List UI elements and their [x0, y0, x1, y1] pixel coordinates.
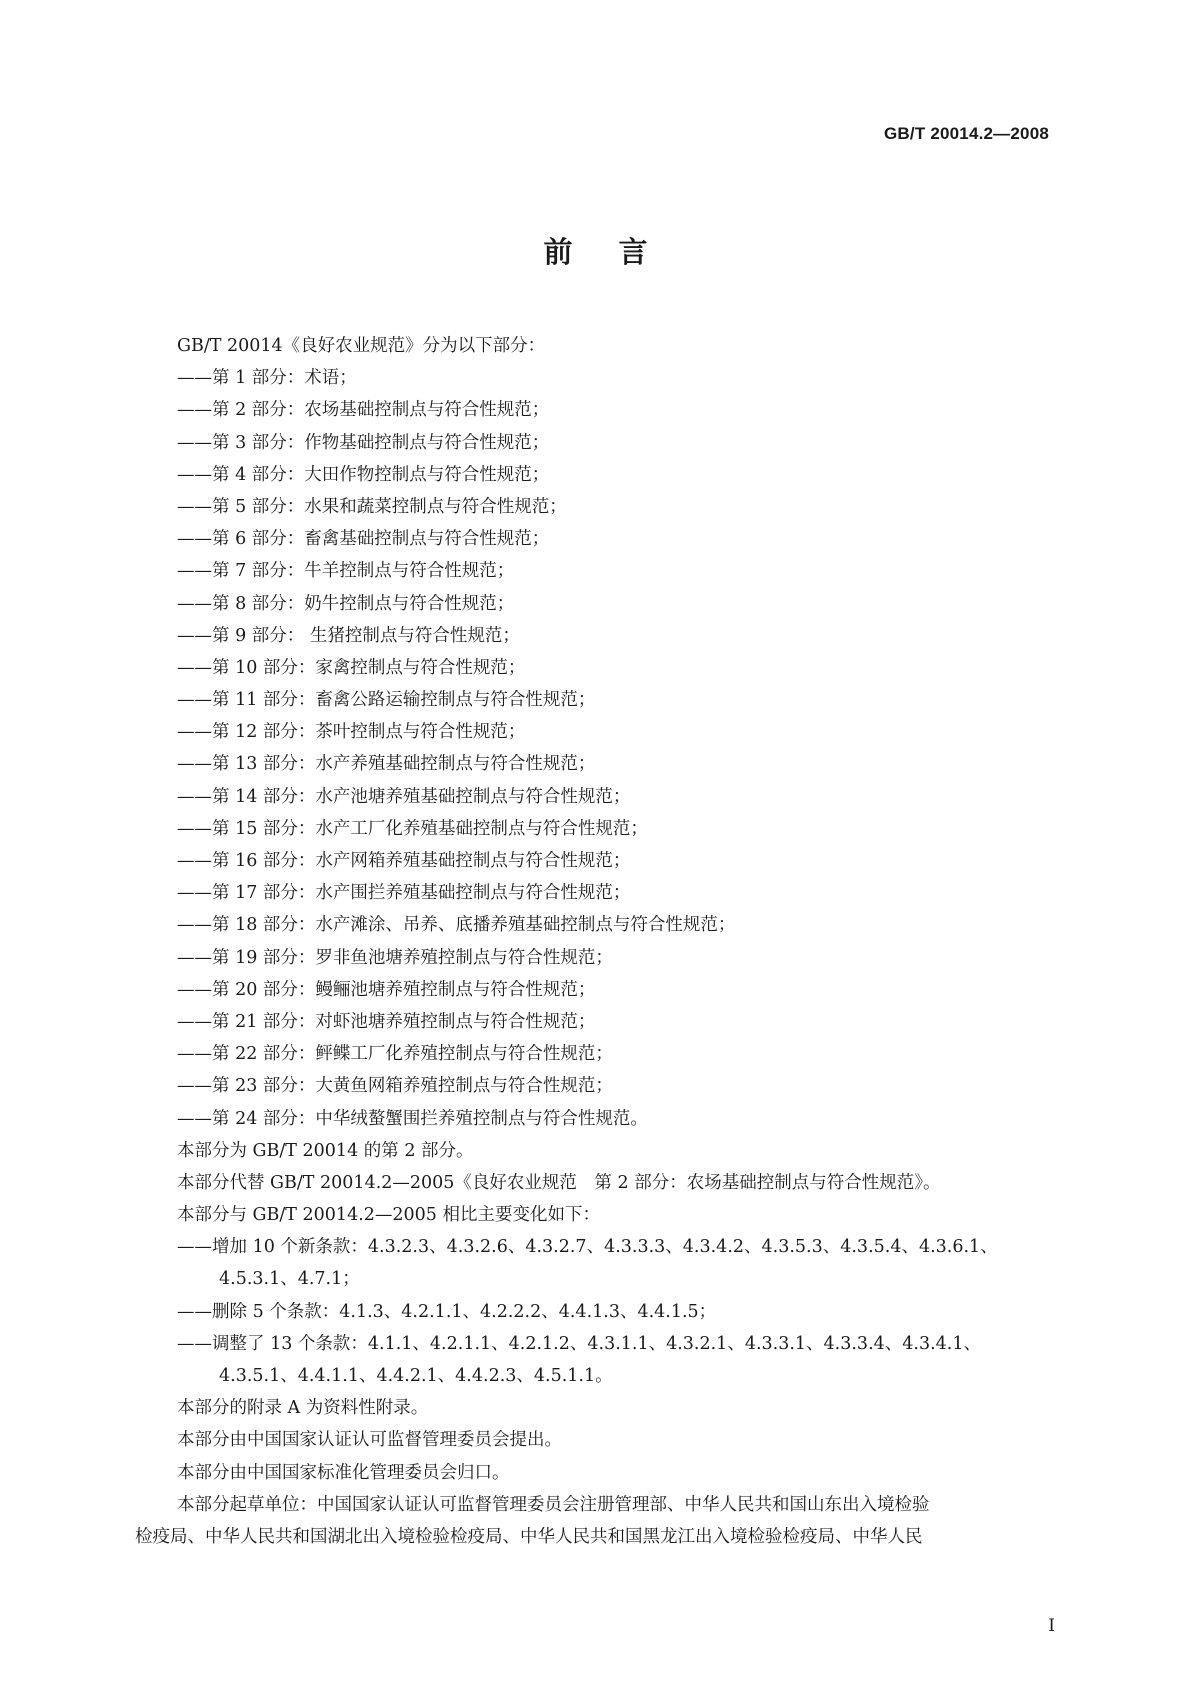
document-body — [135, 330, 1057, 1553]
change-added-line-1: ——增加 10 个新条款：4.3.2.3、4.3.2.6、4.3.2.7、4.3.3.3、4.3.4.2、4.3.5.3、4.3.5.4、4.3.6.1、 — [177, 1237, 998, 1258]
closing-drafters-line-2: 检疫局、中华人民共和国湖北出入境检验检疫局、中华人民共和国黑龙江出入境检验检疫局、中华人民 — [135, 1526, 923, 1547]
part-item: ——第 6 部分：畜禽基础控制点与符合性规范； — [177, 529, 550, 550]
closing-drafters-line-1: 本部分起草单位：中国国家认证认可监督管理委员会注册管理部、中华人民共和国山东出入境检验 — [177, 1494, 930, 1515]
change-adjusted-line-2: 4.3.5.1、4.4.1.1、4.4.2.1、4.4.2.3、4.5.1.1。 — [219, 1366, 613, 1386]
closing-centralized-by: 本部分由中国国家标准化管理委员会归口。 — [177, 1462, 510, 1483]
part-item: ——第 12 部分：茶叶控制点与符合性规范； — [177, 722, 526, 743]
part-item: ——第 18 部分：水产滩涂、吊养、底播养殖基础控制点与符合性规范； — [177, 915, 736, 936]
page-title: 前言 — [543, 235, 694, 269]
part-item: ——第 3 部分：作物基础控制点与符合性规范； — [177, 432, 550, 453]
closing-annex: 本部分的附录 A 为资料性附录。 — [177, 1398, 429, 1419]
part-item: ——第 5 部分：水果和蔬菜控制点与符合性规范； — [177, 496, 567, 517]
part-item: ——第 19 部分：罗非鱼池塘养殖控制点与符合性规范； — [177, 947, 613, 968]
part-item: ——第 16 部分：水产网箱养殖基础控制点与符合性规范； — [177, 851, 631, 871]
statement-part-number: 本部分为 GB/T 20014 的第 2 部分。 — [177, 1140, 474, 1161]
page-number: I — [1048, 1616, 1055, 1636]
change-adjusted-line-1: ——调整了 13 个条款：4.1.1、4.2.1.1、4.2.1.2、4.3.1.1、4.3.2.1、4.3.3.1、4.3.3.4、4.3.4.1、 — [177, 1333, 981, 1354]
part-item: ——第 13 部分：水产养殖基础控制点与符合性规范； — [177, 754, 596, 775]
part-item: ——第 10 部分：家禽控制点与符合性规范； — [177, 657, 526, 678]
part-item: ——第 8 部分：奶牛控制点与符合性规范； — [177, 593, 515, 614]
statement-replaces: 本部分代替 GB/T 20014.2—2005《良好农业规范 第 2 部分：农场基础控制点与符合性规范》。 — [177, 1172, 941, 1193]
part-item: ——第 14 部分：水产池塘养殖基础控制点与符合性规范； — [177, 786, 631, 807]
part-item: ——第 9 部分： 生猪控制点与符合性规范； — [177, 625, 520, 646]
intro-line: GB/T 20014《良好农业规范》分为以下部分： — [177, 336, 546, 356]
part-item: ——第 15 部分：水产工厂化养殖基础控制点与符合性规范； — [177, 818, 648, 839]
part-item: ——第 1 部分：术语； — [177, 368, 357, 389]
statement-changes-intro: 本部分与 GB/T 20014.2—2005 相比主要变化如下： — [177, 1205, 600, 1226]
part-item: ——第 7 部分：牛羊控制点与符合性规范； — [177, 561, 515, 582]
standard-code: GB/T 20014.2—2008 — [884, 124, 1049, 143]
part-item: ——第 22 部分：鲆鲽工厂化养殖控制点与符合性规范； — [177, 1044, 613, 1065]
closing-proposed-by: 本部分由中国国家认证认可监督管理委员会提出。 — [177, 1430, 562, 1451]
part-item: ——第 4 部分：大田作物控制点与符合性规范； — [177, 464, 550, 485]
part-item: ——第 2 部分：农场基础控制点与符合性规范； — [177, 400, 550, 421]
part-item: ——第 17 部分：水产围拦养殖基础控制点与符合性规范； — [177, 883, 631, 904]
change-added-line-2: 4.5.3.1、4.7.1； — [219, 1269, 360, 1290]
part-item: ——第 21 部分：对虾池塘养殖控制点与符合性规范； — [177, 1011, 596, 1032]
change-deleted: ——删除 5 个条款：4.1.3、4.2.1.1、4.2.2.2、4.4.1.3、4.4.1.5； — [177, 1301, 717, 1322]
part-item: ——第 24 部分：中华绒螯蟹围拦养殖控制点与符合性规范。 — [177, 1108, 648, 1129]
part-item: ——第 20 部分：鳗鲡池塘养殖控制点与符合性规范； — [177, 979, 596, 1000]
part-item: ——第 23 部分：大黄鱼网箱养殖控制点与符合性规范； — [177, 1076, 613, 1097]
part-item: ——第 11 部分：畜禽公路运输控制点与符合性规范； — [177, 690, 596, 711]
